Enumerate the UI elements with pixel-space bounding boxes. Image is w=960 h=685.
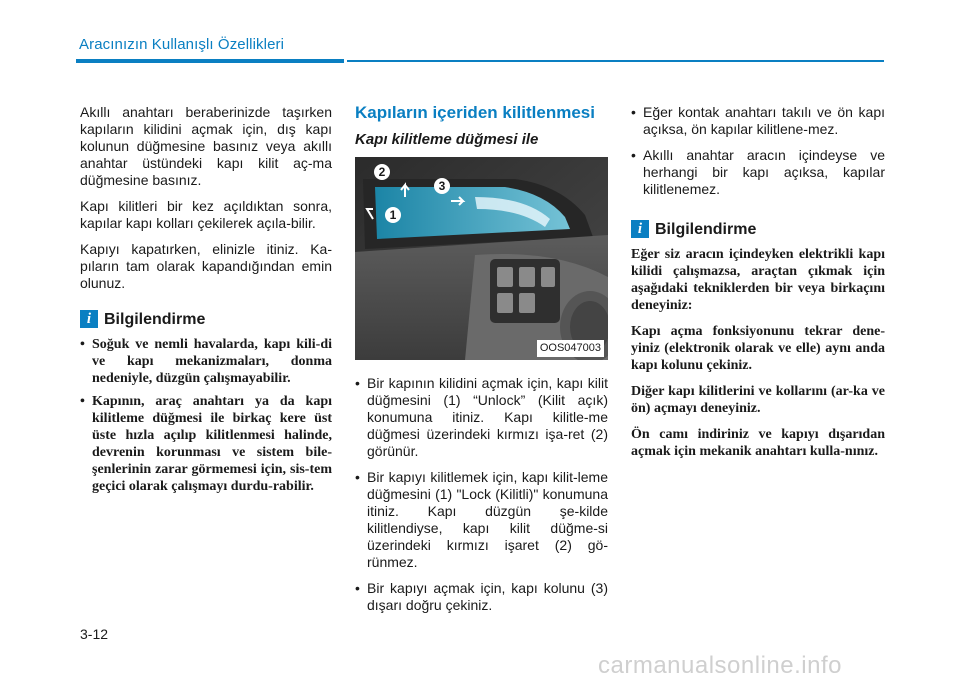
- info-box-title: Bilgilendirme: [655, 220, 757, 238]
- paragraph: Kapı kilitleri bir kez açıldıktan sonra, kapılar kapı kolları çekilerek açıla-bilir.: [80, 198, 332, 231]
- watermark: carmanualsonline.info: [598, 652, 842, 679]
- callout-3: 3: [438, 179, 446, 193]
- door-lock-figure: [355, 157, 608, 360]
- callout-1: 1: [389, 208, 397, 222]
- page-number: 3-12: [80, 626, 109, 642]
- column-left: [80, 104, 332, 501]
- info-box-header: [80, 310, 332, 328]
- header-rule-thick: [76, 59, 344, 63]
- bullet-list: [631, 104, 885, 198]
- page-header-title: Aracınızın Kullanışlı Özellikleri: [79, 36, 285, 53]
- paragraph: Akıllı anahtarı beraberinizde taşırken kapıların kilidini açmak için, dış kapı kolunun düğmesine basınız veya akıllı anahtar üstündeki kapı kilit aç-ma düğmesine basınız.: [80, 104, 332, 188]
- door-panel-illustration: [355, 157, 608, 360]
- info-icon: i: [631, 220, 649, 238]
- paragraph: Kapıyı kapatırken, elinizle itiniz. Ka-pıların tam olarak kapandığından emin olunuz.: [80, 241, 332, 291]
- list-item: • Kapının, araç anahtarı ya da kapı kilitleme düğmesi ile birkaç kere üst üste hızla açılıp kilitlenmesi halinde, devrenin korunması ve sistem bile-şenlerinin zarar görmemesi için, sis-tem geçici olarak çalışmayı durdu-rabilir.: [80, 393, 332, 495]
- section-title: Kapıların içeriden kilitlenmesi: [355, 103, 595, 122]
- info-paragraph: Ön camı indiriniz ve kapıyı dışarıdan açmak için mekanik anahtarı kulla-nınız.: [631, 427, 885, 459]
- header-rule-thin: [347, 60, 884, 62]
- list-item: • Akıllı anahtar aracın içindeyse ve herhangi bir kapı açıksa, kapılar kilitlenemez.: [631, 147, 885, 198]
- column-right: [631, 104, 885, 469]
- info-paragraph: Diğer kapı kilitlerini ve kollarını (ar-ka ve ön) açmayı deneyiniz.: [631, 384, 885, 416]
- info-paragraph: Eğer siz aracın içindeyken elektrikli kapı kilidi çalışmazsa, araçtan çıkmak için aşağıdaki tekniklerden bir veya birkaçını deneyiniz:: [631, 247, 885, 313]
- list-item: • Bir kapıyı açmak için, kapı kolunu (3) dışarı doğru çekiniz.: [355, 580, 608, 614]
- info-icon: i: [80, 310, 98, 328]
- bullet-list: [355, 375, 608, 614]
- column-middle: [355, 104, 608, 623]
- list-item: • Bir kapıyı kilitlemek için, kapı kilit-leme düğmesini (1) "Lock (Kilitli)" konumuna itiniz. Kapı düzgün şe-kilde kilitlendiyse, kapı kilit düğme-si üzerindeki kırmızı işaret (2) gö-rünmez.: [355, 469, 608, 571]
- subsection-title: Kapı kilitleme düğmesi ile: [355, 131, 539, 148]
- info-box-header: [631, 220, 885, 238]
- figure-code: OOS047003: [537, 340, 604, 357]
- info-paragraph: Kapı açma fonksiyonunu tekrar dene-yiniz (elektronik olarak ve elle) aynı anda kapı kolunu çekiniz.: [631, 324, 885, 373]
- callout-2: 2: [378, 165, 386, 179]
- list-item: • Eğer kontak anahtarı takılı ve ön kapı açıksa, ön kapılar kilitlene-mez.: [631, 104, 885, 138]
- list-item: • Soğuk ve nemli havalarda, kapı kili-di ve kapı mekanizmaları, donma nedeniyle, düzgün çalışmayabilir.: [80, 336, 332, 387]
- list-item: • Bir kapının kilidini açmak için, kapı kilit düğmesini (1) “Unlock” (Kilit açık) konumuna itiniz. Kapı kilitle-me düğmesi üzerindeki kırmızı işa-ret (2) görünür.: [355, 375, 608, 460]
- info-box-title: Bilgilendirme: [104, 310, 206, 328]
- info-bullet-list: [80, 336, 332, 495]
